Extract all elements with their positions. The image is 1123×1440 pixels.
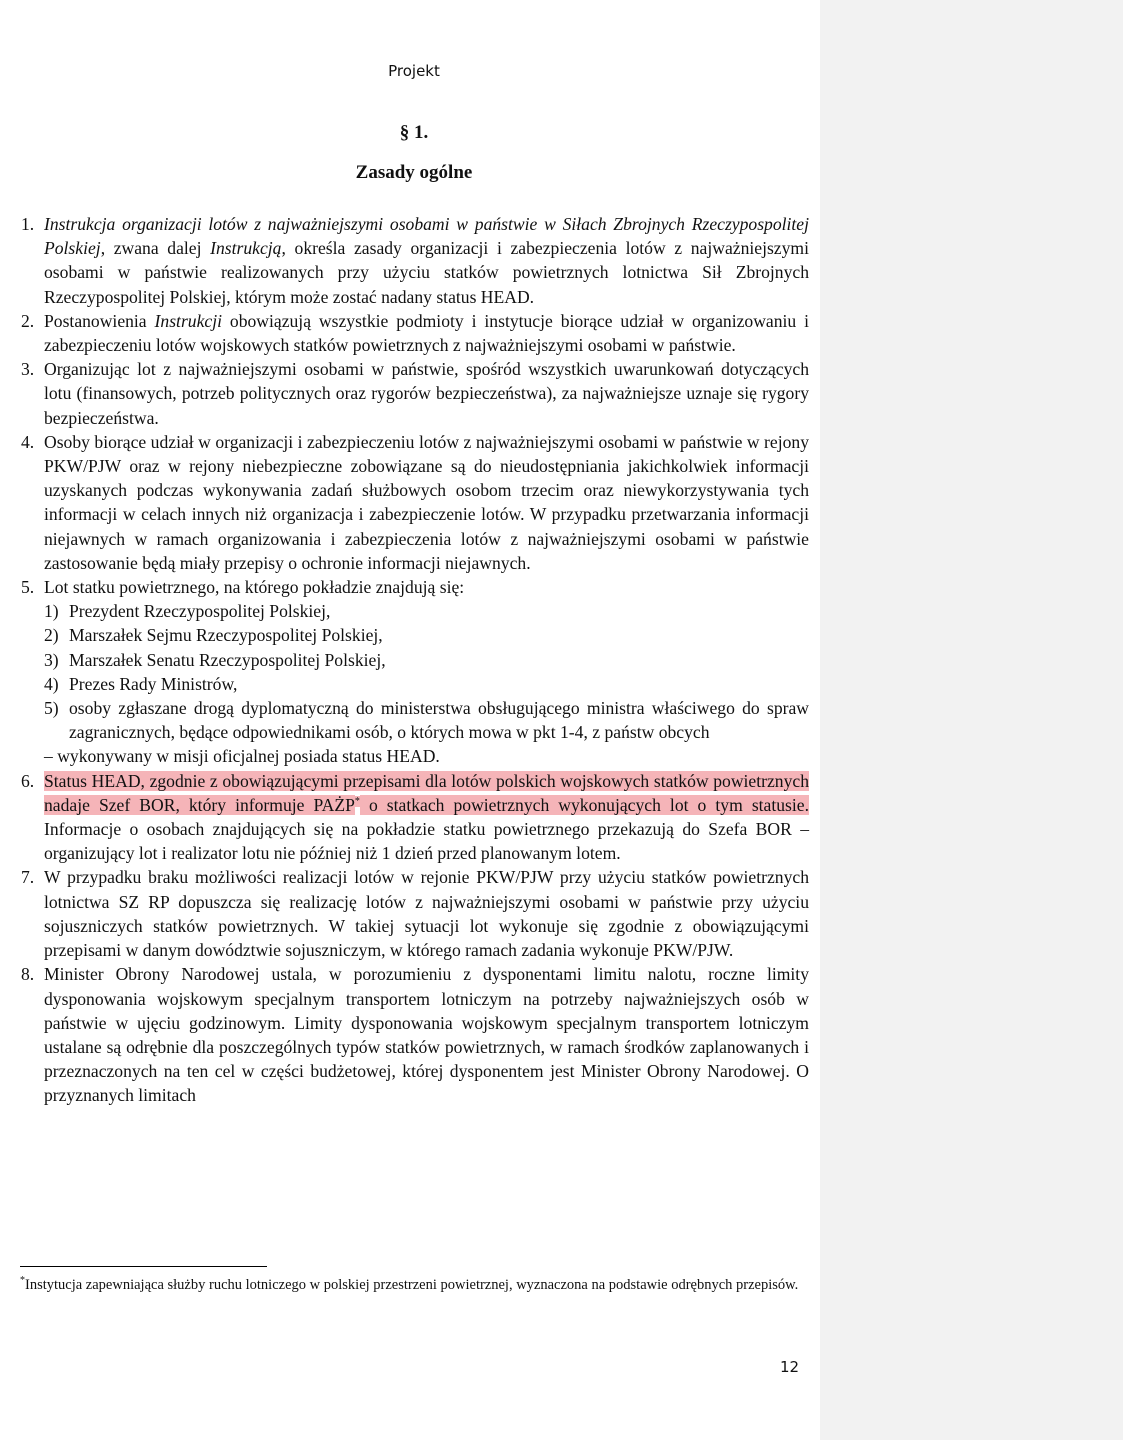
paragraph-2 — [21, 309, 809, 357]
paragraph-1 — [21, 212, 809, 309]
highlighted-text[interactable]: o statkach powietrznych wykonujących lot o tym statusie. — [359, 794, 809, 815]
list-item — [44, 696, 809, 744]
paragraph-number: 4. — [21, 431, 35, 452]
list-item-text: Prezydent Rzeczypospolitej Polskiej, — [69, 601, 331, 622]
highlighted-text[interactable]: Status HEAD, zgodnie z obowiązującymi przepisami dla lotów polskich wojskowych statków powietrznych nadaje Szef BOR, który informuje PAŻP — [44, 770, 809, 815]
text-run: Osoby biorące udział w organizacji i zabezpieczeniu lotów z najważniejszymi osobami w państwie w rejony PKW/PJW oraz w rejony niebezpieczne zobowiązane są do nieudostępniania jakichkolwiek informacji uzyskanych podczas wykonywania zadań służbowych osobom trzecim oraz niewykorzystywania tych informacji w celach innych niż organizacja i zabezpieczenie lotów. W przypadku przetwarzania informacji niejawnych w ramach organizowania i zabezpieczenia lotów z najważniejszymi osobami w państwie zastosowanie będą miały przepisy o ochronie informacji niejawnych. — [44, 431, 809, 573]
italic-term: Instrukcją — [210, 238, 282, 259]
instruction-title: Instrukcja organizacji lotów z najważniejszymi osobami w państwie w Siłach Zbrojnych Rzeczypospolitej Polskiej — [44, 214, 809, 259]
paragraph-5 — [21, 575, 809, 769]
list-item-text: Marszałek Sejmu Rzeczypospolitej Polskiej, — [69, 625, 383, 646]
paragraph-4 — [21, 430, 809, 575]
list-item-number: 3) — [44, 649, 59, 670]
list-item — [44, 623, 809, 647]
italic-term: Instrukcji — [154, 310, 222, 331]
text-run: Informacje o osobach znajdujących się na pokładzie statku powietrznego przekazują do Szefa BOR – organizujący lot i realizator lotu nie później niż 1 dzień przed planowanym lotem. — [44, 819, 809, 864]
list-item-number: 1) — [44, 601, 59, 622]
text-run: Postanowienia — [44, 310, 155, 331]
text-run: Organizując lot z najważniejszymi osobami w państwie, spośród wszystkich uwarunkowań dotyczących lotu (finansowych, potrzeb politycznych oraz rygorów bezpieczeństwa), za najważniejsze uznaje się rygory bezpieczeństwa. — [44, 359, 809, 428]
list-closing: – wykonywany w misji oficjalnej posiada status HEAD. — [44, 746, 440, 767]
footnote — [20, 1275, 810, 1295]
paragraph-6 — [21, 769, 809, 866]
section-number: § 1. — [399, 122, 429, 143]
paragraph-3 — [21, 357, 809, 430]
list-item-text: Prezes Rady Ministrów, — [69, 673, 238, 694]
paragraph-number: 7. — [21, 867, 35, 888]
paragraph-7 — [21, 865, 809, 962]
text-run: obowiązują wszystkie podmioty i instytucje biorące udział w organizowaniu i zabezpieczeniu lotów wojskowych statków powietrznych z najważniejszymi osobami w państwie. — [44, 310, 810, 356]
paragraph-number: 1. — [21, 214, 35, 234]
footnote-mark: * — [20, 1275, 25, 1287]
list-intro: Lot statku powietrznego, na którego pokładzie znajdują się: — [44, 577, 465, 598]
footnote-reference[interactable]: * — [354, 796, 360, 808]
paragraph-number: 3. — [21, 359, 35, 380]
text-run: , określa zasady organizacji i zabezpieczenia lotów z najważniejszymi osobami w państwie realizowanych przy użyciu statków powietrznych lotnictwa Sił Zbrojnych Rzeczypospolitej Polskiej, którym może zostać nadany status HEAD. — [44, 238, 809, 307]
document-body — [21, 212, 809, 1108]
text-run: Minister Obrony Narodowej ustala, w porozumieniu z dysponentami limitu nalotu, roczne limity dysponowania wojskowym specjalnym transportem lotniczym na potrzeby najważniejszych osób w państwie w ujęciu godzinowym. Limity dysponowania wojskowym specjalnym transportem lotniczym ustalane są odrębnie dla poszczególnych typów statków powietrznych, w ramach środków zaplanowanych i przeznaczonych na ten cel w części budżetowej, której dysponentem jest Minister Obrony Narodowej. O przyznanych limitach — [44, 964, 809, 1106]
list-item — [44, 672, 809, 696]
list-item-number: 5) — [44, 698, 59, 719]
list-item-text: Marszałek Senatu Rzeczypospolitej Polskiej, — [69, 649, 386, 670]
section-title: Zasady ogólne — [355, 162, 473, 183]
list-item — [44, 599, 809, 623]
list-item-number: 4) — [44, 673, 59, 694]
paragraph-number: 8. — [21, 964, 35, 985]
text-run: W przypadku braku możliwości realizacji lotów w rejonie PKW/PJW przy użyciu statków powietrznych lotnictwa SZ RP dopuszcza się realizację lotów z najważniejszymi osobami w państwie przy użyciu sojuszniczych statków powietrznych. W takiej sytuacji lot wykonuje się zgodnie z obowiązującymi przepisami w danym dowództwie sojuszniczym, w którego ramach zadania wykonuje PKW/PJW. — [44, 867, 809, 961]
text-run: , zwana dalej — [100, 238, 211, 259]
footnote-text: Instytucja zapewniająca służby ruchu lotniczego w polskiej przestrzeni powietrznej, wyznaczona na podstawie odrębnych przepisów. — [25, 1277, 799, 1293]
paragraph-8 — [21, 962, 809, 1107]
paragraph-number: 5. — [21, 577, 35, 598]
list-item-text: osoby zgłaszane drogą dyplomatyczną do ministerstwa obsługującego ministra właściwego do spraw zagranicznych, będące odpowiednikami osób, o których mowa w pkt 1-4, z państw obcych — [69, 698, 809, 743]
footnote-separator — [20, 1266, 267, 1267]
paragraph-number: 2. — [21, 310, 35, 331]
paragraph-number: 6. — [21, 770, 35, 791]
list-item-number: 2) — [44, 625, 59, 646]
list-item — [44, 648, 809, 672]
page-header: Projekt — [388, 62, 440, 80]
comment-sidebar[interactable] — [820, 0, 1123, 1440]
page-number: 12 — [780, 1358, 800, 1376]
